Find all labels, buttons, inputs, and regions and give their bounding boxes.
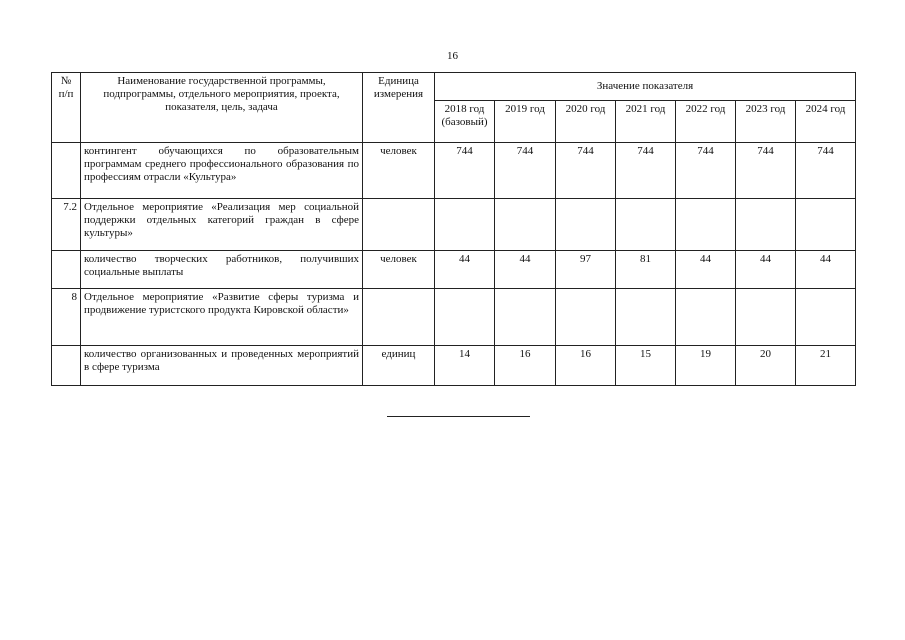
row-value: 744 xyxy=(495,143,556,199)
row-num xyxy=(52,251,81,289)
header-unit: Единица измерения xyxy=(363,73,435,143)
row-name: Отдельное мероприятие «Развитие сферы туризма и продвижение туристского продукта Кировской области» xyxy=(81,289,363,346)
row-unit: единиц xyxy=(363,346,435,386)
row-value xyxy=(616,199,676,251)
row-value: 16 xyxy=(495,346,556,386)
row-value: 97 xyxy=(556,251,616,289)
row-value xyxy=(556,289,616,346)
row-value: 15 xyxy=(616,346,676,386)
header-row xyxy=(52,73,856,101)
row-name: количество творческих работников, получивших социальные выплаты xyxy=(81,251,363,289)
row-value: 44 xyxy=(676,251,736,289)
row-unit: человек xyxy=(363,143,435,199)
row-value xyxy=(676,199,736,251)
header-year: 2021 год xyxy=(616,101,676,143)
row-value xyxy=(495,289,556,346)
row-unit: человек xyxy=(363,251,435,289)
row-unit xyxy=(363,289,435,346)
header-year: 2019 год xyxy=(495,101,556,143)
row-value: 44 xyxy=(435,251,495,289)
row-value: 20 xyxy=(736,346,796,386)
header-value-group: Значение показателя xyxy=(435,73,856,101)
row-value xyxy=(556,199,616,251)
row-num xyxy=(52,346,81,386)
row-value xyxy=(435,199,495,251)
table-row xyxy=(52,143,856,199)
row-unit xyxy=(363,199,435,251)
row-value: 16 xyxy=(556,346,616,386)
header-year: 2023 год xyxy=(736,101,796,143)
header-year: 2022 год xyxy=(676,101,736,143)
row-value: 81 xyxy=(616,251,676,289)
row-num xyxy=(52,143,81,199)
table-row xyxy=(52,346,856,386)
header-num: № п/п xyxy=(52,73,81,143)
row-name: Отдельное мероприятие «Реализация мер социальной поддержки отдельных категорий граждан в сфере культуры» xyxy=(81,199,363,251)
row-value xyxy=(495,199,556,251)
row-value xyxy=(736,289,796,346)
row-value: 744 xyxy=(435,143,495,199)
row-value: 744 xyxy=(796,143,856,199)
row-value: 21 xyxy=(796,346,856,386)
row-name: контингент обучающихся по образовательным программам среднего профессионального образования по профессиям отрасли «Культура» xyxy=(81,143,363,199)
table-row xyxy=(52,199,856,251)
row-value xyxy=(796,199,856,251)
row-value: 744 xyxy=(676,143,736,199)
row-value xyxy=(435,289,495,346)
row-value: 14 xyxy=(435,346,495,386)
indicators-table xyxy=(51,72,856,386)
row-value: 44 xyxy=(796,251,856,289)
row-value: 19 xyxy=(676,346,736,386)
header-name: Наименование государственной программы, подпрограммы, отдельного мероприятия, проекта, показателя, цель, задача xyxy=(81,73,363,143)
row-name: количество организованных и проведенных мероприятий в сфере туризма xyxy=(81,346,363,386)
row-value xyxy=(616,289,676,346)
header-year: 2024 год xyxy=(796,101,856,143)
header-year: 2018 год (базовый) xyxy=(435,101,495,143)
row-value: 744 xyxy=(556,143,616,199)
header-year: 2020 год xyxy=(556,101,616,143)
row-value: 44 xyxy=(495,251,556,289)
row-value: 44 xyxy=(736,251,796,289)
row-num: 7.2 xyxy=(52,199,81,251)
row-num: 8 xyxy=(52,289,81,346)
row-value: 744 xyxy=(616,143,676,199)
closing-divider xyxy=(387,416,530,417)
page-number: 16 xyxy=(447,50,458,62)
table-row xyxy=(52,289,856,346)
table-row xyxy=(52,251,856,289)
row-value xyxy=(796,289,856,346)
row-value: 744 xyxy=(736,143,796,199)
row-value xyxy=(736,199,796,251)
row-value xyxy=(676,289,736,346)
